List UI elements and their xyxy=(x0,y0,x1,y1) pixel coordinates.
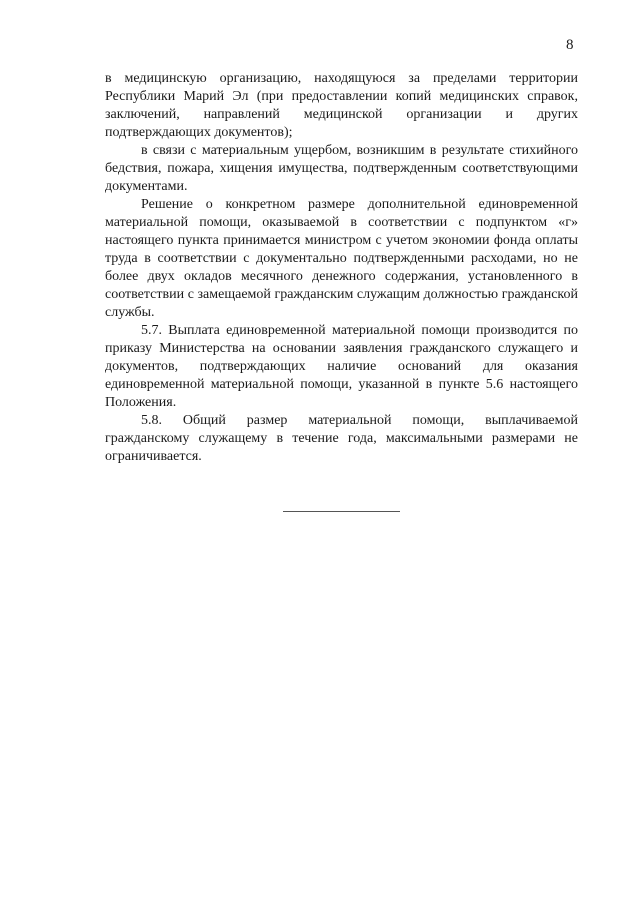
end-separator-line xyxy=(283,511,400,512)
paragraph-material-damage: в связи с материальным ущербом, возникшим в результате стихийного бедствия, пожара, хищения имущества, подтвержденным соответствующими документами. xyxy=(105,143,578,194)
paragraph-continuation: в медицинскую организацию, находящуюся за пределами территории Республики Марий Эл (при предоставлении копий медицинских справок, заключений, направлений медицинской организации и других подтверждающих документов); xyxy=(105,71,578,140)
paragraph-clause-5-7: 5.7. Выплата единовременной материальной помощи производится по приказу Министерства на основании заявления гражданского служащего и документов, подтверждающих наличие оснований для оказания единовременной материальной помощи, указанной в пункте 5.6 настоящего Положения. xyxy=(105,323,578,410)
document-body xyxy=(105,70,578,466)
paragraph-clause-5-8: 5.8. Общий размер материальной помощи, выплачиваемой гражданскому служащему в течение года, максимальными размерами не ограничивается. xyxy=(105,413,578,464)
paragraph-additional-aid-decision: Решение о конкретном размере дополнительной единовременной материальной помощи, оказываемой в соответствии с подпунктом «г» настоящего пункта принимается министром с учетом экономии фонда оплаты труда в соответствии с документально подтвержденными расходами, но не более двух окладов месячного денежного содержания, установленного в соответствии с замещаемой гражданским служащим должностью гражданской службы. xyxy=(105,197,578,320)
page-number: 8 xyxy=(566,37,574,53)
